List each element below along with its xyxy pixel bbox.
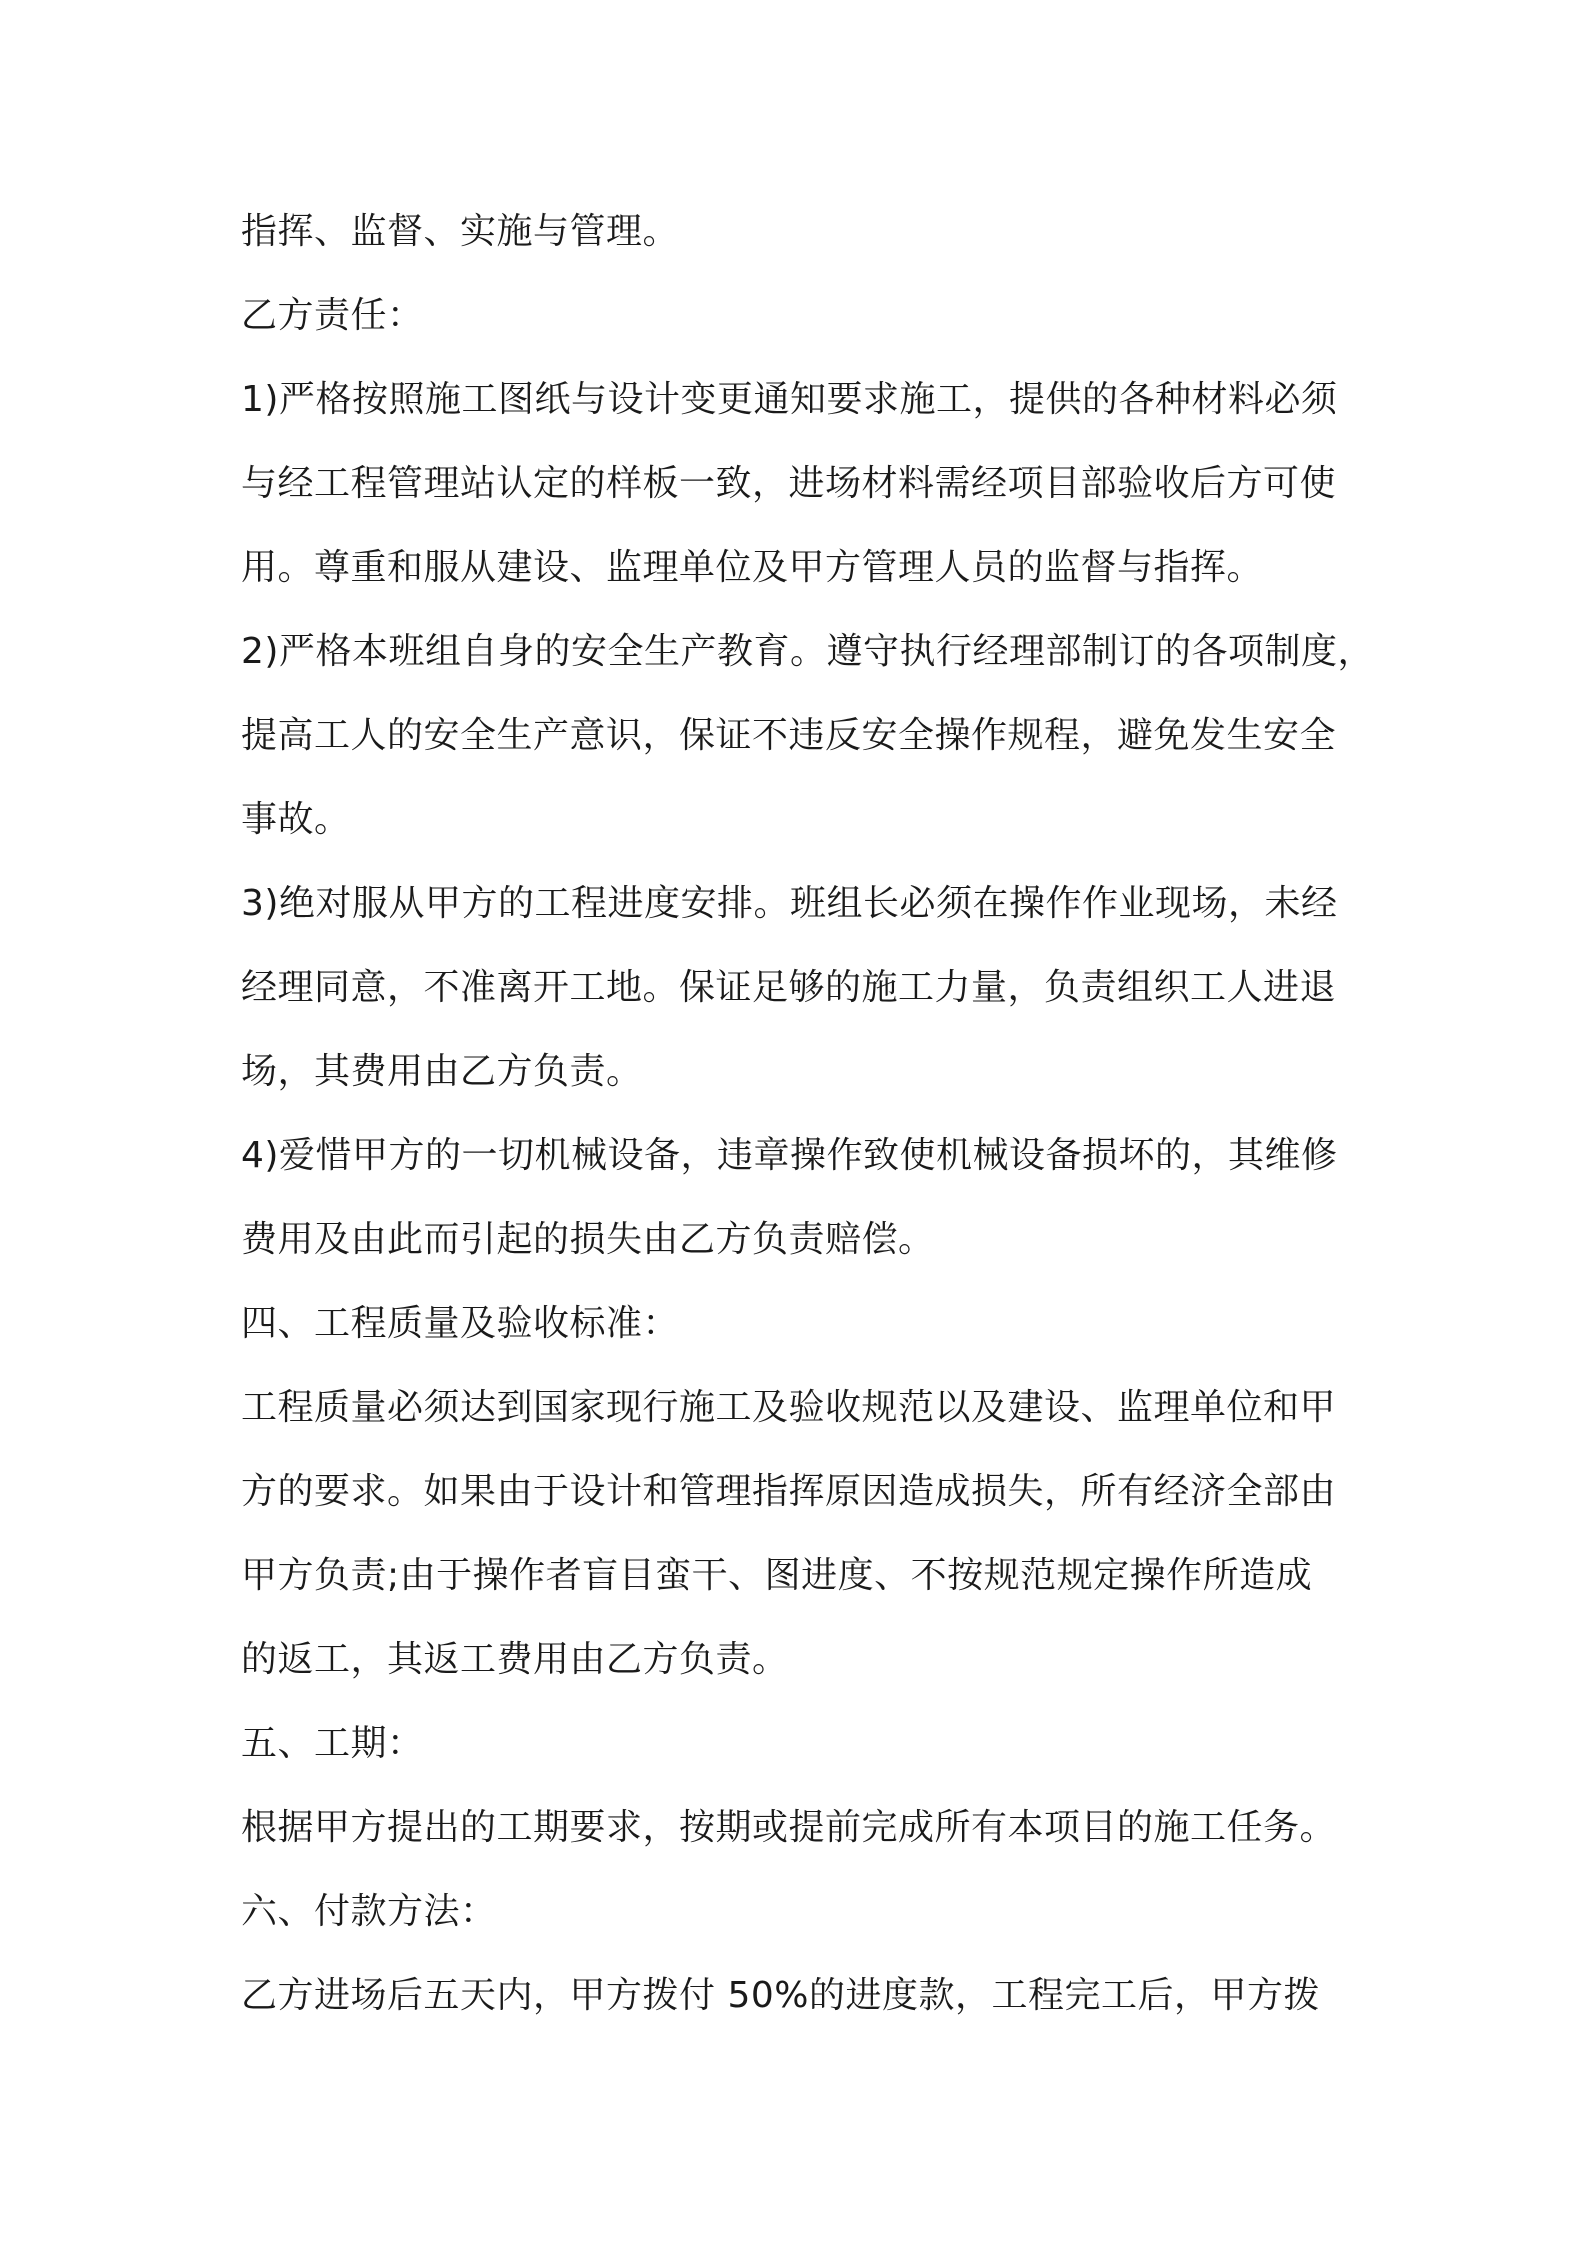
text-line: 4)爱惜甲方的一切机械设备，违章操作致使机械设备损坏的，其维修 — [241, 1135, 1338, 1176]
text-line: 经理同意，不准离开工地。保证足够的施工力量，负责组织工人进退 — [241, 967, 1337, 1008]
text-line: 乙方进场后五天内，甲方拨付 50%的进度款，工程完工后，甲方拨 — [241, 1975, 1320, 2016]
text-line: 2)严格本班组自身的安全生产教育。遵守执行经理部制订的各项制度， — [241, 631, 1374, 672]
text-line: 的返工，其返工费用由乙方负责。 — [241, 1639, 789, 1680]
text-line: 1)严格按照施工图纸与设计变更通知要求施工，提供的各种材料必须 — [241, 379, 1338, 420]
text-line: 场，其费用由乙方负责。 — [241, 1051, 643, 1092]
text-line: 费用及由此而引起的损失由乙方负责赔偿。 — [241, 1219, 935, 1260]
text-line: 根据甲方提出的工期要求，按期或提前完成所有本项目的施工任务。 — [241, 1807, 1337, 1848]
section-heading: 六、付款方法： — [241, 1891, 497, 1932]
text-line: 3)绝对服从甲方的工程进度安排。班组长必须在操作作业现场，未经 — [241, 883, 1338, 924]
section-heading: 五、工期： — [241, 1723, 424, 1764]
text-line: 与经工程管理站认定的样板一致，进场材料需经项目部验收后方可使 — [241, 463, 1337, 504]
text-line: 甲方负责;由于操作者盲目蛮干、图进度、不按规范规定操作所造成 — [241, 1555, 1313, 1596]
text-line: 指挥、监督、实施与管理。 — [241, 211, 680, 252]
text-line: 事故。 — [241, 799, 351, 840]
text-line: 用。尊重和服从建设、监理单位及甲方管理人员的监督与指挥。 — [241, 547, 1264, 588]
text-line: 方的要求。如果由于设计和管理指挥原因造成损失，所有经济全部由 — [241, 1471, 1337, 1512]
document-body — [241, 190, 1374, 2038]
section-heading: 乙方责任： — [241, 295, 424, 336]
text-line: 提高工人的安全生产意识，保证不违反安全操作规程，避免发生安全 — [241, 715, 1337, 756]
section-heading: 四、工程质量及验收标准： — [241, 1303, 680, 1344]
text-line: 工程质量必须达到国家现行施工及验收规范以及建设、监理单位和甲 — [241, 1387, 1337, 1428]
